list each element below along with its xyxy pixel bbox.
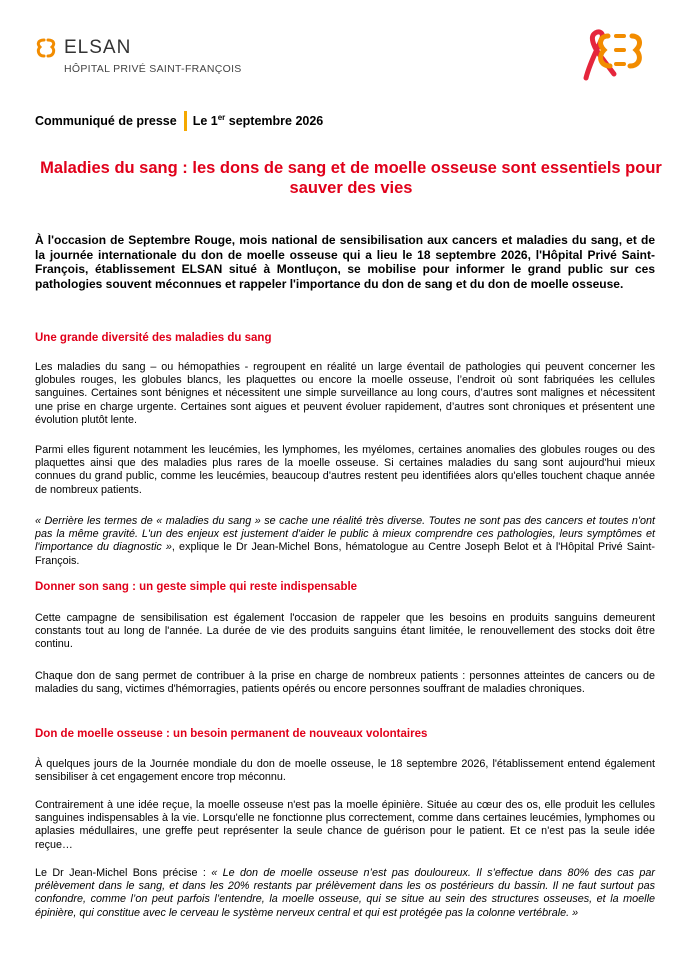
hospital-name: HÔPITAL PRIVÉ SAINT-FRANÇOIS (64, 63, 242, 75)
section1-paragraph-1: Les maladies du sang – ou hémopathies - regroupent en réalité un large éventail de pathologies qui peuvent concerner les globules rouges, les globules blancs, les plaquettes ou encore la moelle osseuse, l’endroit où sont fabriquées les cellules sanguines. Certaines sont bénignes et nécessitent une simple surveillance au long cours, d’autres sont malignes et nécessitent une prise en charge urgente. Certaines sont aigues et peuvent évoluer rapidement, d’autres sont chroniques et présentent une évolution plutôt lente. (35, 361, 655, 426)
section-heading-diversite: Une grande diversité des maladies du sang (35, 332, 272, 344)
section2-paragraph-2: Chaque don de sang permet de contribuer à la prise en charge de nombreux patients : personnes atteintes de cancers ou de maladies du sang, victimes d'hémorragies, patients opérés ou encore personnes souffrant de maladies chroniques. (35, 670, 655, 696)
press-release-header (35, 110, 323, 132)
press-release-label: Communiqué de presse (35, 114, 177, 128)
release-date: Le 1er septembre 2026 (192, 113, 324, 129)
section1-quote: « Derrière les termes de « maladies du sang » se cache une réalité très diverse. Toutes ne sont pas des cancers et toutes n'ont pas la même gravité. L'un des enjeux est justement d'aider le public à mieux comprendre ces pathologies, leurs symptômes et l'importance du diagnostic », explique le Dr Jean-Michel Bons, hématologue au Centre Joseph Belot et à l'Hôpital Privé Saint-François. (35, 515, 655, 567)
section3-quote: Le Dr Jean-Michel Bons précise : « Le don de moelle osseuse n’est pas douloureux. Il s’effectue dans 80% des cas par prélèvement dans le sang, et dans les 20% restants par prélèvement dans les os postérieurs du bassin. Il ne faut surtout pas confondre, comme l’on peut parfois l’entendre, la moelle osseuse, qui se situe au sein des structures osseuses, et la moelle épinière, qui constitue avec le cerveau le système nerveux central et qui est protégée pas la colonne vertébrale. » (35, 867, 655, 919)
section2-paragraph-1: Cette campagne de sensibilisation est également l'occasion de rappeler que les besoins en produits sanguins demeurent constants tout au long de l'année. La durée de vie des produits sanguins étant limitée, le renouvellement des stocks doit être continu. (35, 612, 655, 651)
brand-name: ELSAN (64, 37, 132, 58)
septembre-rouge-ribbon-icon (572, 28, 648, 82)
lead-paragraph: À l'occasion de Septembre Rouge, mois national de sensibilisation aux cancers et maladies du sang, et de la journée internationale du don de moelle osseuse qui a lieu le 18 septembre 2026, l'Hôpital Privé Saint-François, établissement ELSAN situé à Montluçon, se mobilise pour informer le grand public sur ces pathologies souvent méconnues et rappeler l'importance du don de sang et du don de moelle osseuse. (35, 233, 655, 291)
section-heading-don-sang: Donner son sang : un geste simple qui reste indispensable (35, 581, 358, 593)
section3-paragraph-1: À quelques jours de la Journée mondiale du don de moelle osseuse, le 18 septembre 2026, l'établissement entend également sensibiliser à cet engagement encore trop méconnu. (35, 758, 655, 784)
page-title: Maladies du sang : les dons de sang et de moelle osseuse sont essentiels pour sauver des vies (40, 159, 662, 197)
section3-paragraph-2: Contrairement à une idée reçue, la moelle osseuse n'est pas la moelle épinière. Située au cœur des os, elle produit les cellules sanguines indispensables à la vie. Lorsqu'elle ne fonctionne plus correctement, comme dans certaines leucémies, lymphomes ou aplasies médullaires, une greffe peut représenter la seule chance de guérison pour le patient. Et ce n'est pas la seule idée reçue… (35, 799, 655, 851)
section-heading-moelle: Don de moelle osseuse : un besoin permanent de nouveaux volontaires (35, 728, 428, 740)
elsan-logo (34, 37, 264, 79)
section1-paragraph-2: Parmi elles figurent notamment les leucémies, les lymphomes, les myélomes, certaines anomalies des globules rouges ou des plaquettes ainsi que des maladies plus rares de la moelle osseuse. Si certaines maladies du sang sont aujourd'hui mieux connues du grand public, comme les leucémies, beaucoup d'autres restent peu identifiées alors qu'elles touchent chaque année de nombreux patients. (35, 444, 655, 496)
header-separator (184, 111, 187, 131)
elsan-mark-icon (34, 37, 58, 59)
